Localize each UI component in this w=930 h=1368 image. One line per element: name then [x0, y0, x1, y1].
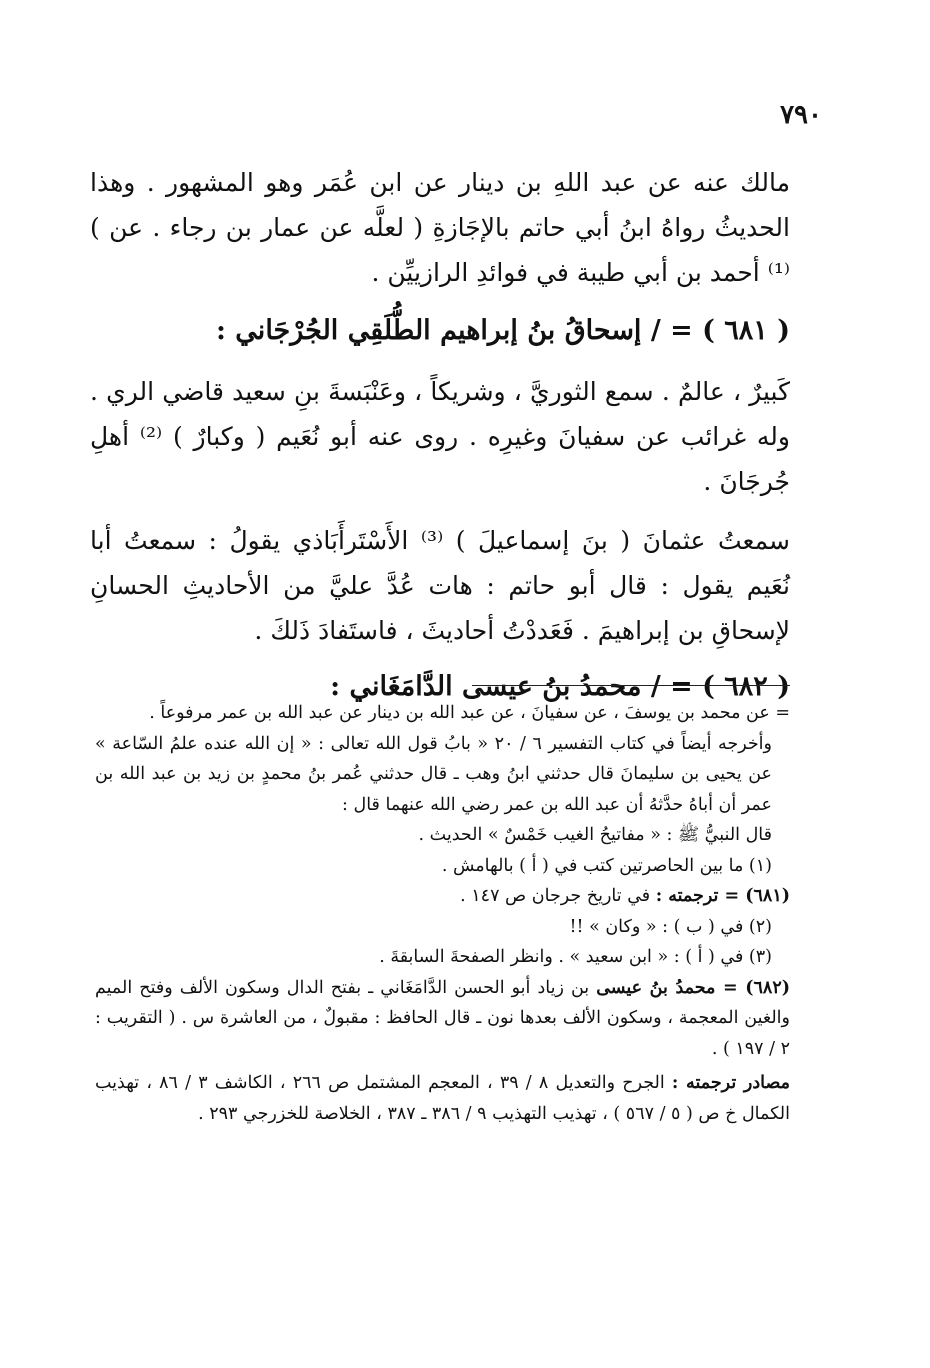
paragraph-continuation: مالك عنه عن عبد اللهِ بن دينار عن ابن عُمَر وهو المشهور . وهذا الحديثُ رواهُ ابنُ أبي حاتم بالإجَازةِ ( لعلَّه عن عمار بن رجاء . عن ) ⁽¹⁾ أحمد بن أبي طيبة في فوائدِ الرازييِّن . — [90, 168, 790, 287]
footnote-continuation-3: قال النبيُّ ﷺ : « مفاتيحُ الغيب خَمْسٌ » الحديث . — [418, 825, 772, 845]
footnote-1: (١) ما بين الحاصرتين كتب في ( أ ) بالهامش . — [441, 855, 772, 876]
footnote-2: (٢) في ( ب ) : « وكان » !! — [569, 916, 772, 937]
entry-681-narration: سمعتُ عثمانَ ( بنَ إسماعيلَ ) ⁽³⁾ الأَسْتَرأَبَاذي يقولُ : سمعتُ أبا نُعَيم يقول : قال أبو حاتم : هات عُدَّ عليَّ من الأحاديثِ الحسانِ لإسحاقِ بن إبراهيمَ . فَعَددْتُ أحاديثَ ، فاستَفادَ ذَلكَ . — [90, 526, 790, 645]
page-number: ٧٩٠ — [780, 100, 822, 130]
footnote-682-label: (٦٨٢) = محمدُ بنُ عيسى — [596, 977, 790, 998]
footnote-682-sources — [95, 1068, 790, 1129]
entry-heading-682: ( ٦٨٢ ) = / محمدُ بنُ عيسى الدَّامَغَاني : — [330, 671, 790, 702]
footnote-3: (٣) في ( أ ) : « ابن سعيد » . وانظر الصفحةَ السابقةَ . — [379, 947, 772, 967]
entry-heading-681: ( ٦٨١ ) = / إسحاقُ بنُ إبراهيم الطُّلَقِي الجُرْجَاني : — [215, 315, 790, 346]
footnote-continuation-1: = عن محمد بن يوسفَ ، عن سفيانَ ، عن عبد الله بن دينار عن عبد الله بن عمر مرفوعاً . — [149, 703, 790, 723]
footnotes — [95, 698, 790, 1129]
sources-text: الجرح والتعديل ٨ / ٣٩ ، المعجم المشتمل ص ٢٦٦ ، الكاشف ٣ / ٨٦ ، تهذيب الكمال خ ص ( ٥ / ٥٦٧ ) ، تهذيب التهذيب ٩ / ٣٨٦ ـ ٣٨٧ ، الخلاصة للخزرجي ٢٩٣ . — [95, 1073, 790, 1124]
sources-label: مصادر ترجمته : — [671, 1073, 791, 1093]
footnote-682-text: بن زياد أبو الحسن الدَّامَغَاني ـ بفتح الدال وسكون الألف وفتح الميم والغين المعجمة ، وسكون الألف بعدها نون ـ قال الحافظ : مقبولٌ ، من العاشرة س . ( التقريب : ٢ / ١٩٧ ) . — [95, 977, 790, 1059]
entry-681-biography: كَبيرٌ ، عالمٌ . سمع الثوريَّ ، وشريكاً ، وعَنْبَسةَ بنِ سعيد قاضي الري . وله غرائب عن سفيانَ وغيرِه . روى عنه أبو نُعَيم ( وكبارٌ ) ⁽²⁾ أهلِ جُرجَانَ . — [90, 377, 790, 496]
main-text — [90, 160, 790, 711]
footnote-681-text: في تاريخ جرجان ص ١٤٧ . — [460, 886, 656, 906]
footnote-681-label: (٦٨١) = ترجمته : — [655, 886, 790, 906]
footnote-continuation-2: وأخرجه أيضاً في كتاب التفسير ٦ / ٢٠ « بابُ قول الله تعالى : « إن الله عنده علمُ السّاعة » عن يحيى بن سليمانَ قال حدثني ابنُ وهب ـ قال حدثني عُمر بنُ محمدٍ بن زيد بن عبد الله بن عمر أن أباهُ حدَّثهُ أن عبد الله بن عمر رضي الله عنهما قال : — [95, 733, 772, 815]
footnote-separator — [472, 685, 790, 686]
footnote-681 — [95, 881, 790, 912]
footnote-682 — [95, 973, 790, 1065]
